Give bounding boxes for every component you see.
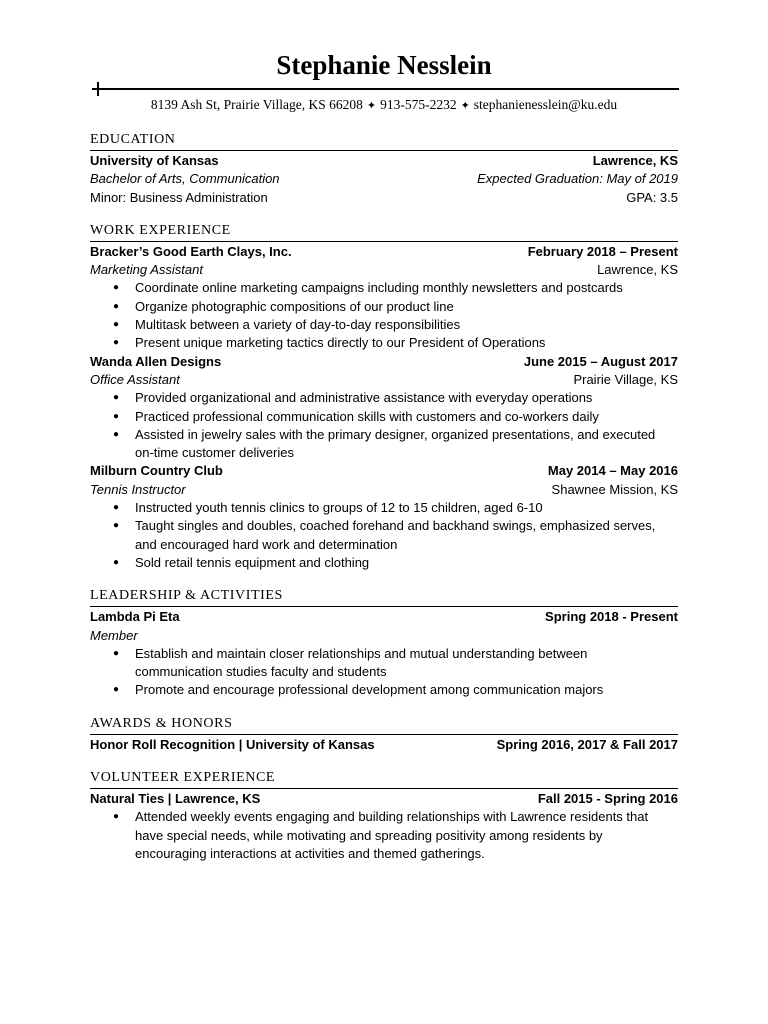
- leadership-role: Member: [90, 627, 138, 643]
- job-header: [90, 462, 678, 480]
- job-location: Prairie Village, KS: [573, 371, 678, 387]
- job-location: Lawrence, KS: [597, 262, 678, 278]
- job-header: [90, 243, 678, 261]
- contact-line: [0, 95, 768, 116]
- job-company: Bracker’s Good Earth Clays, Inc.: [90, 243, 292, 259]
- bullet-item: ● Coordinate online marketing campaigns including monthly newsletters and postcards: [90, 279, 678, 297]
- bullet-item: ● Practiced professional communication skills with customers and co-workers daily: [90, 408, 678, 426]
- job-entry: [90, 243, 678, 353]
- job-subheader: [90, 371, 678, 389]
- section-heading-awards: AWARDS & HONORS: [90, 714, 678, 735]
- job-subheader: [90, 261, 678, 279]
- section-heading-education: EDUCATION: [90, 130, 678, 151]
- contact-address: 8139 Ash St, Prairie Village, KS 66208: [150, 97, 363, 112]
- gpa: GPA: 3.5: [626, 189, 678, 205]
- bullet-item: ● Instructed youth tennis clinics to groups of 12 to 15 children, aged 6-10: [90, 499, 678, 517]
- volunteer-header: [90, 790, 678, 808]
- leadership-org: Lambda Pi Eta: [90, 609, 180, 625]
- resume-body: [90, 130, 678, 877]
- leadership-dates: Spring 2018 - Present: [545, 609, 678, 625]
- graduation-date: Expected Graduation: May of 2019: [477, 171, 678, 187]
- section-heading-volunteer: VOLUNTEER EXPERIENCE: [90, 768, 678, 789]
- award-row: [90, 736, 678, 754]
- education-section: [90, 130, 678, 207]
- volunteer-section: [90, 768, 678, 863]
- applicant-name: Stephanie Nesslein: [276, 50, 492, 80]
- header-rule: [92, 88, 679, 90]
- job-bullets: [90, 389, 678, 462]
- bullet-item: ● Provided organizational and administrative assistance with everyday operations: [90, 389, 678, 407]
- job-company: Milburn Country Club: [90, 463, 223, 479]
- job-dates: February 2018 – Present: [527, 243, 678, 259]
- school-location: Lawrence, KS: [592, 153, 678, 168]
- contact-phone: 913-575-2232: [380, 97, 457, 112]
- leadership-bullets: [90, 645, 678, 700]
- minor: Minor: Business Administration: [90, 189, 268, 205]
- bullet-item: ● Sold retail tennis equipment and clothing: [90, 554, 678, 572]
- education-row: [90, 170, 678, 188]
- award-dates: Spring 2016, 2017 & Fall 2017: [496, 736, 678, 752]
- bullet-item: ● Present unique marketing tactics directly to our President of Operations: [90, 334, 678, 352]
- contact-separator: ✦: [366, 100, 377, 112]
- job-dates: May 2014 – May 2016: [547, 463, 678, 479]
- volunteer-bullets: [90, 808, 678, 863]
- education-row: [90, 189, 678, 207]
- contact-separator: ✦: [460, 100, 470, 112]
- volunteer-dates: Fall 2015 - Spring 2016: [537, 791, 678, 807]
- volunteer-org: Natural Ties | Lawrence, KS: [90, 791, 261, 807]
- school-name: University of Kansas: [90, 153, 219, 168]
- leadership-subheader: [90, 627, 678, 645]
- education-row: [90, 152, 678, 170]
- bullet-item: ● Multitask between a variety of day-to-day responsibilities: [90, 316, 678, 334]
- bullet-item: ● Attended weekly events engaging and building relationships with Lawrence residents that have special needs, while motivating and spreading positivity among residents by encouraging interactions at activities and themed gatherings.: [90, 808, 678, 863]
- contact-email: stephanienesslein@ku.edu: [473, 97, 618, 112]
- bullet-item: ● Establish and maintain closer relationships and mutual understanding between communication studies faculty and students: [90, 645, 678, 682]
- bullet-item: ● Assisted in jewelry sales with the primary designer, organized presentations, and executed on-time customer deliveries: [90, 426, 678, 463]
- bullet-item: ● Organize photographic compositions of our product line: [90, 298, 678, 316]
- award-name: Honor Roll Recognition | University of Kansas: [90, 736, 375, 752]
- leadership-header: [90, 608, 678, 626]
- job-entry: [90, 462, 678, 572]
- job-company: Wanda Allen Designs: [90, 353, 222, 369]
- header-rule-tick: [97, 82, 99, 96]
- job-bullets: [90, 279, 678, 352]
- job-title: Office Assistant: [90, 371, 180, 387]
- job-bullets: [90, 499, 678, 572]
- job-title: Tennis Instructor: [90, 481, 186, 497]
- job-location: Shawnee Mission, KS: [551, 481, 678, 497]
- degree: Bachelor of Arts, Communication: [90, 171, 280, 187]
- section-heading-leadership: LEADERSHIP & ACTIVITIES: [90, 586, 678, 607]
- job-subheader: [90, 481, 678, 499]
- work-section: [90, 221, 678, 572]
- bullet-item: ● Promote and encourage professional development among communication majors: [90, 681, 678, 699]
- awards-section: [90, 714, 678, 754]
- job-header: [90, 353, 678, 371]
- job-dates: June 2015 – August 2017: [523, 353, 678, 369]
- leadership-section: [90, 586, 678, 699]
- job-title: Marketing Assistant: [90, 262, 203, 278]
- job-entry: [90, 353, 678, 463]
- bullet-item: ● Taught singles and doubles, coached forehand and backhand swings, emphasized serves, and encouraged hard work and determination: [90, 517, 678, 554]
- section-heading-work: WORK EXPERIENCE: [90, 221, 678, 242]
